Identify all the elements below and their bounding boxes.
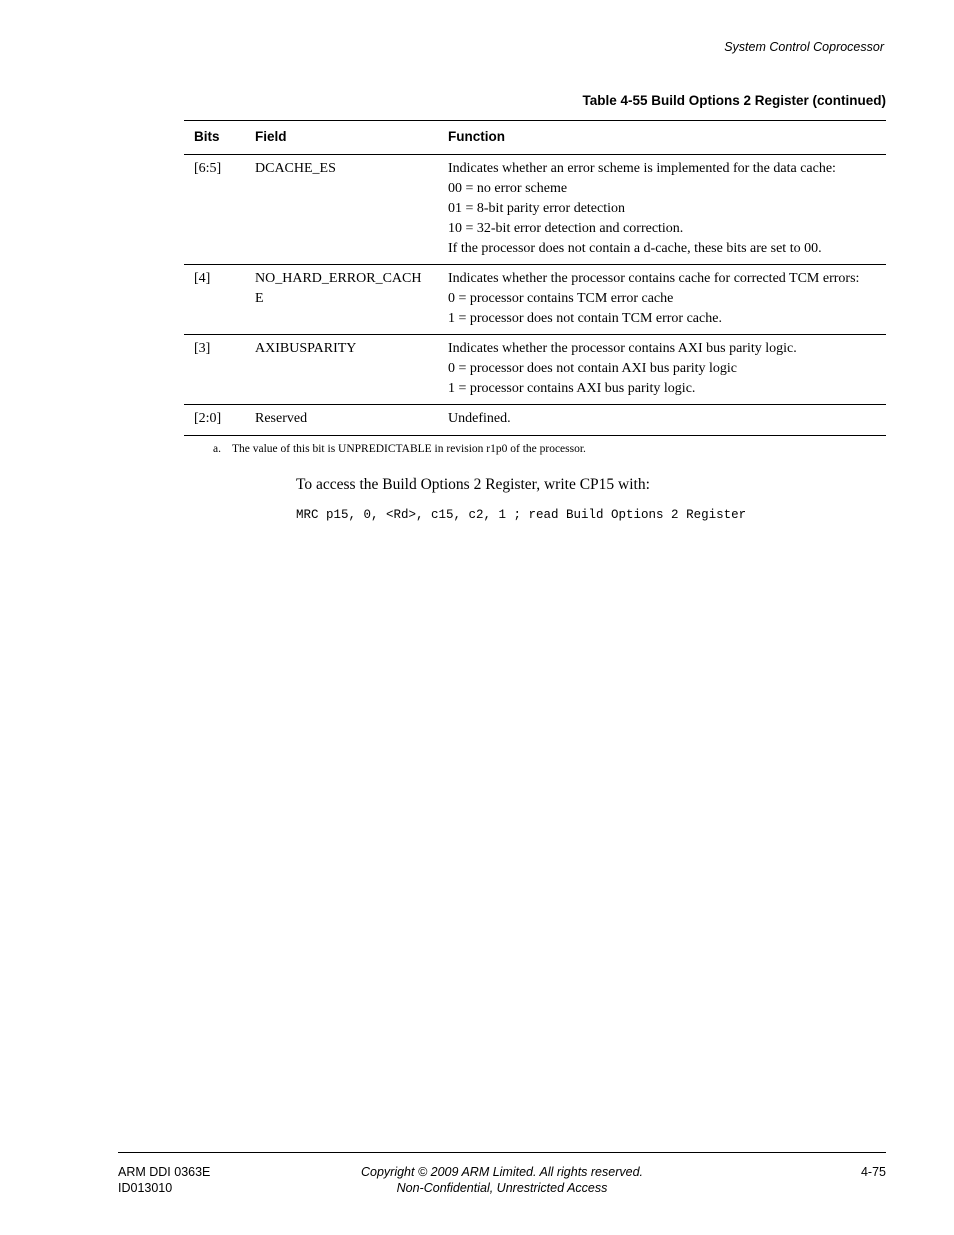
- cell-field: [245, 265, 438, 335]
- function-line: Indicates whether the processor contains AXI bus parity logic.: [448, 341, 797, 356]
- function-line: Indicates whether the processor contains cache for corrected TCM errors:: [448, 271, 860, 286]
- function-line: If the processor does not contain a d-cache, these bits are set to 00.: [448, 241, 822, 256]
- footer-legal: [330, 1164, 674, 1196]
- function-line: 10 = 32-bit error detection and correction.: [448, 221, 684, 236]
- table-row: [184, 405, 886, 436]
- running-header: System Control Coprocessor: [724, 40, 884, 54]
- column-header-field: Field: [245, 121, 438, 155]
- table-footnote: [213, 443, 586, 455]
- cell-bits: [2:0]: [194, 411, 222, 426]
- function-line: 1 = processor does not contain TCM error cache.: [448, 311, 722, 326]
- cell-function: [438, 265, 886, 335]
- function-line: 0 = processor does not contain AXI bus parity logic: [448, 361, 738, 376]
- footer-copyright: Copyright © 2009 ARM Limited. All rights reserved.: [360, 1165, 643, 1179]
- footer-issue-id: ID013010: [118, 1181, 173, 1195]
- field-name: AXIBUSPARITY: [255, 341, 357, 356]
- field-name: NO_HARD_ERROR_CACHE: [255, 271, 422, 306]
- table-header-row: [184, 121, 886, 155]
- table-row: [184, 265, 886, 335]
- footnote-text: The value of this bit is UNPREDICTABLE in revision r1p0 of the processor.: [232, 443, 586, 455]
- function-line: 1 = processor contains AXI bus parity logic.: [448, 381, 696, 396]
- function-line: 00 = no error scheme: [448, 181, 568, 196]
- field-name: DCACHE_ES: [255, 161, 336, 176]
- cell-field: [245, 405, 438, 436]
- cell-bits: [6:5]: [184, 155, 245, 265]
- cell-field: [245, 155, 438, 265]
- table-row: [184, 155, 886, 265]
- table-caption: Table 4-55 Build Options 2 Register (continued): [582, 93, 886, 108]
- footer-page-number: 4-75: [860, 1165, 886, 1179]
- cell-field: [245, 335, 438, 405]
- cell-function: [438, 335, 886, 405]
- register-table: [184, 120, 886, 436]
- cell-function: [438, 155, 886, 265]
- body-paragraph: To access the Build Options 2 Register, write CP15 with:: [296, 476, 650, 493]
- footer-divider: [118, 1152, 886, 1153]
- cell-function: [438, 405, 886, 436]
- footer-doc-id: ARM DDI 0363E: [118, 1165, 211, 1179]
- table-row: [184, 335, 886, 405]
- field-name: Reserved: [255, 411, 308, 426]
- footnote-mark: a.: [213, 443, 221, 455]
- cell-bits: [3]: [184, 335, 245, 405]
- footer-document-ids: [118, 1164, 210, 1196]
- column-header-function: Function: [438, 121, 886, 155]
- function-line: 01 = 8-bit parity error detection: [448, 201, 626, 216]
- footer-access: Non-Confidential, Unrestricted Access: [396, 1181, 608, 1195]
- function-line: 0 = processor contains TCM error cache: [448, 291, 674, 306]
- cell-bits: [4]: [184, 265, 245, 335]
- function-line: Indicates whether an error scheme is implemented for the data cache:: [448, 161, 836, 176]
- function-line: Undefined.: [448, 411, 511, 426]
- code-example: MRC p15, 0, <Rd>, c15, c2, 1 ; read Build Options 2 Register: [296, 508, 747, 522]
- column-header-bits: Bits: [184, 121, 245, 155]
